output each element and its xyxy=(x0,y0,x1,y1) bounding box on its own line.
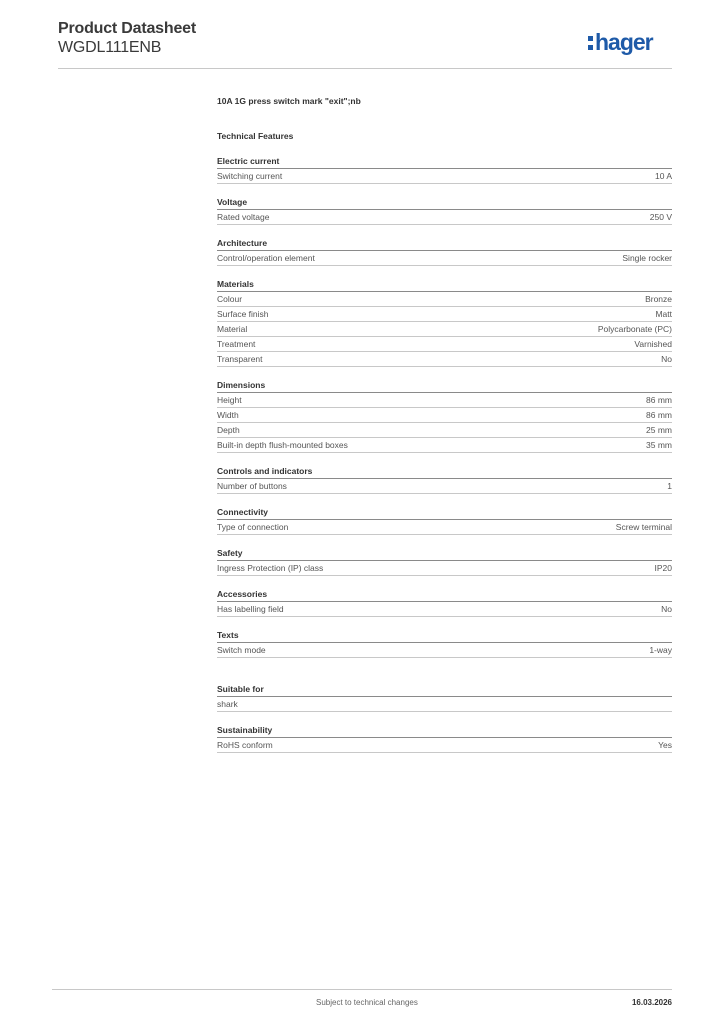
spec-row xyxy=(217,738,672,753)
spec-value: 1-way xyxy=(649,645,672,655)
group-voltage xyxy=(217,196,672,225)
group-title: Architecture xyxy=(217,237,672,251)
header-divider xyxy=(58,68,672,69)
spec-value: Varnished xyxy=(634,339,672,349)
spec-row xyxy=(217,643,672,658)
spec-row xyxy=(217,251,672,266)
spec-row xyxy=(217,520,672,535)
product-code: WGDL111ENB xyxy=(58,39,162,56)
spec-label: Rated voltage xyxy=(217,212,270,222)
spec-label: Type of connection xyxy=(217,522,289,532)
spec-value: Screw terminal xyxy=(615,522,672,532)
group-suitable-for xyxy=(217,683,672,712)
spec-value: 250 V xyxy=(649,212,672,222)
logo-text: hager xyxy=(595,29,653,55)
hager-logo xyxy=(588,28,672,58)
spec-value: 10 A xyxy=(654,171,672,181)
spec-value: Polycarbonate (PC) xyxy=(597,324,672,334)
group-connectivity xyxy=(217,506,672,535)
spec-value: IP20 xyxy=(654,563,672,573)
group-controls-and-indicators xyxy=(217,465,672,494)
logo-dot-bottom xyxy=(588,45,593,50)
spec-value: Bronze xyxy=(645,294,672,304)
group-title: Materials xyxy=(217,278,672,292)
spec-label: Treatment xyxy=(217,339,256,349)
document-title: Product Datasheet xyxy=(58,20,196,37)
spec-row xyxy=(217,438,672,453)
spec-label: Built-in depth flush-mounted boxes xyxy=(217,440,348,450)
spec-value: 25 mm xyxy=(646,425,672,435)
group-accessories xyxy=(217,588,672,617)
spec-label: Transparent xyxy=(217,354,263,364)
spec-value: 86 mm xyxy=(646,395,672,405)
spec-value: Yes xyxy=(658,740,672,750)
logo-dot-top xyxy=(588,36,593,41)
spec-label: Has labelling field xyxy=(217,604,284,614)
group-dimensions xyxy=(217,379,672,453)
spec-label: Switching current xyxy=(217,171,283,181)
spec-label: Switch mode xyxy=(217,645,266,655)
spec-label: Number of buttons xyxy=(217,481,287,491)
group-title: Voltage xyxy=(217,196,672,210)
datasheet-content xyxy=(217,95,672,753)
spec-row xyxy=(217,352,672,367)
spec-value: 86 mm xyxy=(646,410,672,420)
group-title: Safety xyxy=(217,547,672,561)
spec-value: No xyxy=(661,604,672,614)
product-name: 10A 1G press switch mark "exit";nb xyxy=(217,96,361,106)
spec-row xyxy=(217,307,672,322)
spec-label: Colour xyxy=(217,294,243,304)
page-header xyxy=(58,20,672,68)
spec-row xyxy=(217,169,672,184)
spec-row xyxy=(217,408,672,423)
spec-row xyxy=(217,697,672,712)
spec-value: No xyxy=(661,354,672,364)
footer-note: Subject to technical changes xyxy=(316,998,418,1007)
spec-label: Control/operation element xyxy=(217,253,315,263)
spec-row xyxy=(217,322,672,337)
group-title: Accessories xyxy=(217,588,672,602)
spec-value: Single rocker xyxy=(622,253,672,263)
footer-date: 16.03.2026 xyxy=(631,998,672,1007)
spec-row xyxy=(217,393,672,408)
spec-row xyxy=(217,292,672,307)
spec-row xyxy=(217,479,672,494)
spec-label: Material xyxy=(217,324,248,334)
group-architecture xyxy=(217,237,672,266)
spec-row xyxy=(217,602,672,617)
spec-row xyxy=(217,210,672,225)
technical-features-title: Technical Features xyxy=(217,131,294,141)
footer-divider xyxy=(52,989,672,990)
spec-label: Height xyxy=(217,395,242,405)
group-texts xyxy=(217,629,672,658)
spec-row xyxy=(217,561,672,576)
group-title: Sustainability xyxy=(217,724,672,738)
spec-label: RoHS conform xyxy=(217,740,273,750)
spec-label: Depth xyxy=(217,425,240,435)
spec-label: shark xyxy=(217,699,238,709)
spec-row xyxy=(217,337,672,352)
group-safety xyxy=(217,547,672,576)
group-title: Texts xyxy=(217,629,672,643)
spec-label: Ingress Protection (IP) class xyxy=(217,563,324,573)
group-title: Connectivity xyxy=(217,506,672,520)
spec-label: Surface finish xyxy=(217,309,269,319)
spec-value: 1 xyxy=(667,481,672,491)
group-electric-current xyxy=(217,155,672,184)
group-materials xyxy=(217,278,672,367)
group-title: Electric current xyxy=(217,155,672,169)
spec-value: 35 mm xyxy=(646,440,672,450)
group-title: Suitable for xyxy=(217,683,672,697)
group-sustainability xyxy=(217,724,672,753)
spec-label: Width xyxy=(217,410,239,420)
spec-value: Matt xyxy=(655,309,672,319)
group-title: Controls and indicators xyxy=(217,465,672,479)
group-title: Dimensions xyxy=(217,379,672,393)
spec-row xyxy=(217,423,672,438)
